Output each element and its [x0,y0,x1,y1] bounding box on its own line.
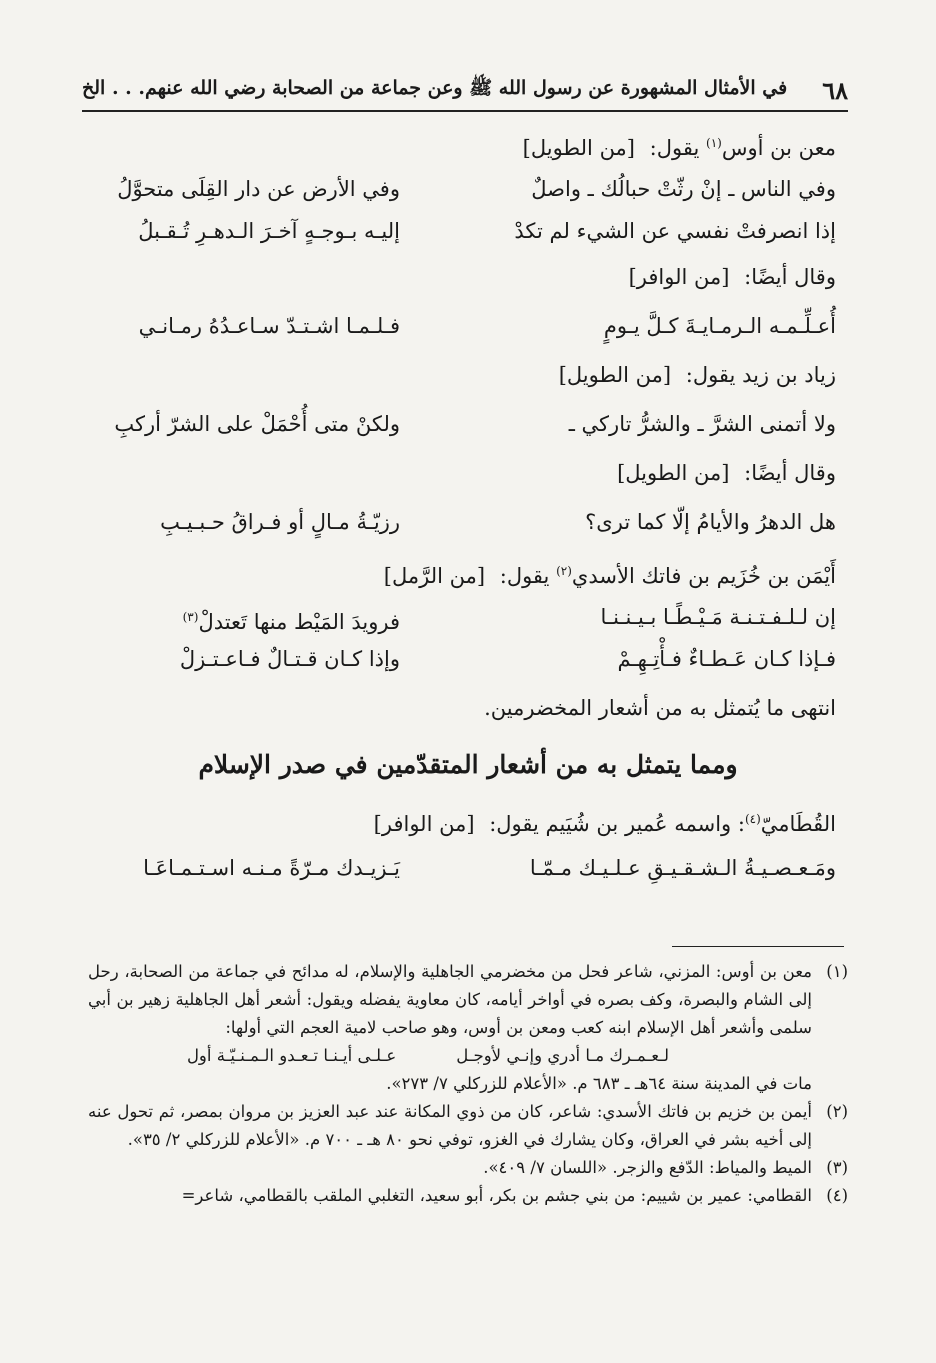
main-text [100,118,836,892]
intro-text: يقول: [643,136,706,160]
verse-second-hemistich: وإذا كـان قـتـالٌ فـاعـتـزلْ [179,647,400,671]
poem-intro [100,118,836,168]
verse-second-hemistich: يَـزيـدك مـرّةً مـنـه اسـتـمـاعَـا [143,856,400,880]
footnote [88,1154,848,1182]
footnote-text: الميط والمياط: الدّفع والزجر. «اللسان ٧/ ٤٠٩». [483,1158,812,1177]
poet-name: القُطَاميّ [760,812,836,836]
footnote-text: القطامي: عمير بن شييم: من بني جشم بن بكر، أبو سعيد، التغلبي الملقب بالقطامي، شاعر= [181,1186,812,1205]
running-header [82,70,848,112]
intro-text: : واسمه عُمير بن شُيَيم يقول: [482,812,745,836]
running-title: في الأمثال المشهورة عن رسول الله ﷺ وعن جماعة من الصحابة رضي الله عنهم. . . الخ [82,77,788,99]
section-heading: ومما يتمثل به من أشعار المتقدّمين في صدر الإسلام [198,750,738,779]
meter-label: [من الرَّمل] [383,564,486,588]
footnote [88,958,848,1042]
poet-name: معن بن أوس [721,136,836,160]
hemistich-text: فرويدَ المَيْط منها تَعتدلْ [198,610,400,634]
footnote-number: (٣) [826,1158,848,1177]
verse-line [100,498,836,546]
footnote-text: معن بن أوس: المزني، شاعر فحل من مخضرمي الجاهلية والإسلام، له مدائح في جماعة من الصحابة، رحل إلى الشام والبصرة، وكف بصره في أواخر أيامه، كان معاوية يفضله ويقول: أشعر أهل الجاهلية زهير بن أبي سلمى وأشعر أهل الإسلام ابنه كعب ومعن بن أوس، وهو صاحب لامية العجم التي أولها: [88,962,812,1037]
verse-first-hemistich: لـعـمـرك مـا أدري وإنـي لأوجـل [456,1046,670,1065]
footnote-text: أيمن بن خزيم بن فاتك الأسدي: شاعر، كان من ذوي المكانة عند عبد العزيز بن مروان بمصر، ثم تحول عنه إلى أخيه بشر في العراق، وكان يشارك في الغزو، توفي نحو ٨٠ هـ ـ ٧٠٠ م. «الأعلام للزركلي ٢/ ٣٥». [88,1102,812,1149]
verse-second-hemistich: رزيّـةُ مـالٍ أو فـراقُ حـبـيـبِ [160,510,400,534]
footnote-ref: (١) [706,136,722,150]
verse-line [100,844,836,892]
verse-second-hemistich [100,596,400,638]
verse-second-hemistich: فـلـمـا اشـتـدّ سـاعـدُهُ رمـانـي [138,314,400,338]
footnotes [88,958,848,1210]
intro-text: يقول: [493,564,557,588]
meter-label: [من الطويل] [558,363,672,387]
footnote-ref: (٤) [744,812,761,826]
footnote-number: (١) [826,962,848,981]
verse-line [100,400,836,448]
meter-label: [من الطويل] [522,136,635,160]
footnote-ref: (٢) [556,564,572,578]
poem-intro [100,448,836,498]
verse-second-hemistich: إليـه بـوجـهٍ آخـرَ الـدهـرِ تُـقـبلُ [138,219,400,243]
intro-text: زياد بن زيد يقول: [679,363,836,387]
verse-first-hemistich: إذا انصرفتْ نفسي عن الشيء لم تكدْ [514,219,836,243]
meter-label: [من الوافر] [373,812,475,836]
verse-line [100,596,836,638]
intro-text: وقال أيضًا: [737,265,836,289]
footnote-separator [672,946,844,947]
footnote-number: (٢) [826,1102,848,1121]
verse-first-hemistich: أُعـلِّـمـه الـرمـايـةَ كـلَّ يـومٍ [603,314,836,338]
footnote-verse [88,1042,848,1070]
verse-line [100,210,836,252]
verse-second-hemistich: وفي الأرض عن دار القِلَى متحوَّلُ [117,177,400,201]
closing-sentence: انتهى ما يُتمثل به من أشعار المخضرمين. [484,696,836,720]
footnote-ref: (٣) [182,610,199,624]
verse-first-hemistich: إن لـلـفـتـنـة مَـيْـطًـا بـيـنـنـا [600,605,836,629]
footnote-continuation [88,1070,848,1098]
verse-first-hemistich: ولا أتمنى الشرَّ ـ والشرُّ تاركي ـ [568,412,836,436]
footnote [88,1182,848,1210]
intro-text: وقال أيضًا: [737,461,836,485]
poet-name: أَيْمَن بن خُزَيم بن فاتك الأسدي [571,564,836,588]
verse-line [100,168,836,210]
footnote-number: (٤) [826,1186,848,1205]
meter-label: [من الوافر] [628,265,730,289]
poem-intro [100,350,836,400]
poem-intro [100,794,836,844]
verse-first-hemistich: هل الدهرُ والأيامُ إلّا كما ترى؟ [585,510,836,534]
verse-first-hemistich: وفي الناس ـ إنْ رثّتْ حبالُك ـ واصلٌ [531,177,836,201]
verse-line [100,302,836,350]
footnote-text: مات في المدينة سنة ٦٤هـ ـ ٦٨٣ م. «الأعلام للزركلي ٧/ ٢٧٣». [386,1074,812,1093]
footnote [88,1098,848,1154]
verse-second-hemistich: ولكنْ متى أُحْمَلْ على الشرّ أركبِ [114,412,400,436]
page-number: ٦٨ [822,75,848,105]
meter-label: [من الطويل] [617,461,730,485]
poem-intro [100,252,836,302]
poem-intro [100,546,836,596]
verse-second-hemistich: عـلـى أيـنـا تـعـدو الـمـنـيّـة أول [186,1046,397,1065]
verse-first-hemistich: فـإذا كـان عَـطـاءٌ فـأْتِـهِـمْ [617,647,836,671]
verse-line [100,638,836,680]
verse-first-hemistich: ومَـعـصـيـةُ الـشـقـيـقِ عـلـيـك مـمّـا [529,856,836,880]
